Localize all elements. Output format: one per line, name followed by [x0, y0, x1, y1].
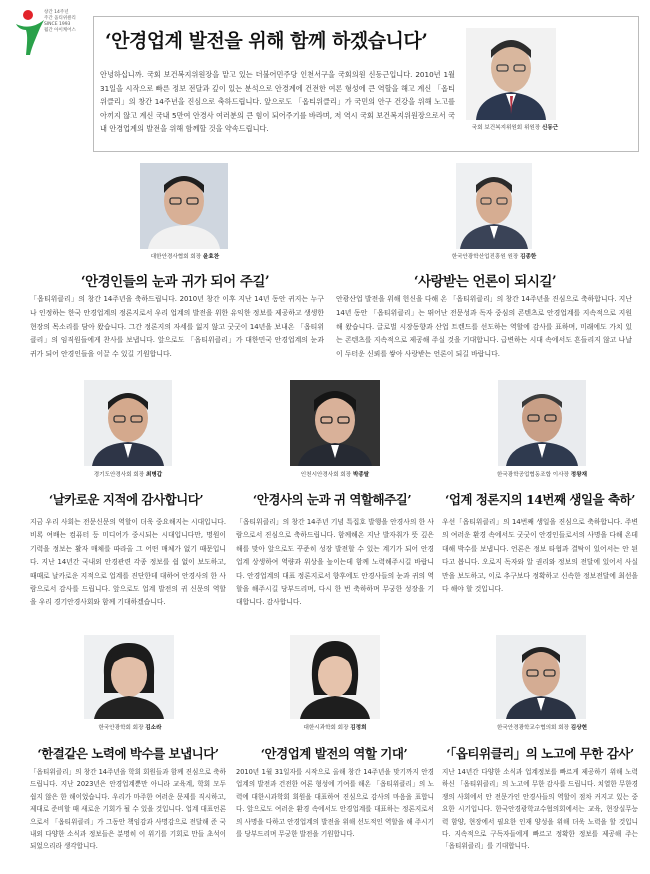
logo-line2: 주간 옵티위클리	[44, 16, 76, 21]
row4-caption-1: 한국안광학회 회장 김소라	[98, 725, 162, 731]
row3-caption-2: 인천시안경사회 회장 박종탈	[300, 472, 370, 478]
row4-body-3: 지난 14년간 다양한 소식과 업계정보를 빠르게 제공하기 위해 노력하신 「옵티위클리」의 노고에 무한 감사를 드립니다. 치열한 무한경쟁의 사회에서 안 전문가인 안경사들의 역할이 점차 커지고 있는 중요한 시기입니다. 한국안경광학교수협의회에서는 교육, 현장실무능력 함양, 현장에서 필요한 인재 양성을 위해 더욱 노력을 할 것입니다. 지속적으로 구독자들에게 빠르고 정확한 정보를 제공해 주는 「옵티위클리」를 기대합니다.	[442, 768, 638, 851]
portrait-photo	[84, 380, 172, 466]
top-caption: 국회 보건복지위원회 위원장 신동근	[471, 125, 559, 131]
row3-title-3: ‘업계 정론지의 14번째 생일을 축하’	[445, 492, 635, 507]
row3-title-2: ‘안경사의 눈과 귀 역할해주길’	[252, 492, 412, 507]
portrait-photo	[290, 635, 380, 719]
anniversary-logo	[14, 8, 84, 66]
row3-caption-3: 한국광학공업협동조합 이사장 정왕재	[496, 472, 588, 478]
row4-body-2: 2010년 1월 31일자를 시작으로 올해 창간 14주년을 맞기까지 안경업계의 발전과 건전한 여론 형성에 기여를 해온 「옵티위클리」의 노력에 대한시과학회 회원을 대표하여 진심으로 감사의 마음을 표합니다. 앞으로도 여러운 환경 속에서도 안경업계를 대표하는 정론지로서의 사명을 다하고 안경업계의 발전을 위해 선도적인 역할을 해 주시기를 당부드리며 무궁한 발전을 기원합니다.	[236, 768, 434, 839]
row2-title-1: ‘안경인들의 눈과 귀가 되어 주길’	[80, 274, 270, 290]
portrait-photo	[466, 28, 556, 120]
portrait-photo	[140, 163, 228, 249]
logo-mark-icon	[14, 8, 46, 56]
row3-body-3: 우선「옵티위클리」의 14번째 생일을 진심으로 축하합니다. 주변의 여러운 환경 속에서도 굿굿이 안경인들로서의 사명을 다해 온데 대해 박수를 보냅니다. 언론은 정보 타협과 결탁이 있어서는 안 된다고 봅니다. 오로지 독자와 알 권리와 정보의 전달에 있어서 사실만을 보도하고, 이로 추구보다 정확하고 신속한 정보전달에 최선을 다 해야 할 것입니다.	[442, 518, 638, 594]
row2-caption-1: 대한안경사협회 회장 윤효찬	[150, 254, 220, 260]
logo-line4: 월간 아이케어스	[44, 28, 76, 33]
portrait-photo	[498, 380, 586, 466]
row3-title-1: ‘날카로운 지적에 감사합니다’	[48, 492, 204, 507]
row4-title-3: ‘「옵티위클리」의 노고에 무한 감사’	[446, 746, 634, 761]
row2-caption-2: 한국안광학산업진흥원 원장 김종한	[451, 254, 537, 260]
row3-body-1: 지금 우리 사회는 전문신문의 역할이 더욱 중요해지는 시대입니다. 비록 여배는 컴퓨터 등 미디어가 중시되는 시대입니다만, 명원이 기력을 정보는 활자 매체를 따라올 그 어떤 매체가 없기 때문입니다. 지난 14년간 국내외 안경관련 각종 정보를 쉽 없이 보도하고, 때때로 날카로운 지적으로 업계를 진단한데 대하여 안경사의 한 사람으로서 감사를 드립니다. 앞으로도 업계 발전의 귀 신문의 역할을 우리 경기안경사회와 함께 기대하겠습니다.	[30, 518, 226, 607]
portrait-photo	[290, 380, 380, 466]
portrait-photo	[84, 635, 174, 719]
row4-caption-3: 한국안경광학교수협의회 회장 김상현	[496, 725, 588, 731]
top-message-body: 안녕하십니까. 국회 보건복지위원장을 맡고 있는 더불어민주당 인천서구을 국회의원 신동근입니다. 2010년 1월 31일을 시작으로 빠른 정보 전달과 깊이 있는 분석으로 안경계에 건전한 여론 형성에 큰 역할을 해고 계신 「옵티위클리」의 창간 14주년을 진심으로 축하드립니다. 앞으로도 「옵티위클리」가 국민의 안구 건강을 위해 노고를 아끼지 않고 계신 국내 5만여 안경사 여러분의 큰 힘이 되어주기를 바라며, 저 역시 국회 보건복지위원장으로서 국내 안경업계의 발전을 위해 함께할 것을 약속드립니다.	[100, 70, 455, 133]
row4-body-1: 「옵티위클리」의 창간 14주년을 학회 회원들과 함께 진심으로 축하드립니다. 지난 2023년은 안경업계뿐만 아니라 교육계, 학회 모두 쉽지 않은 한 해이었습니다. 우리가 마주한 여러운 문제를 직시하고, 제대로 준비할 때 새로운 기회가 될 수 있을 것입니다. 업계 대표언론으로서 「옵티위클리」가 그동안 책임감과 사명감으로 전달해 준 국내외 다양한 소식과 정보들은 분명히 이 위기를 기회로 만들 초석이 되었으리라 생각합니다.	[30, 768, 226, 851]
portrait-photo	[456, 163, 532, 249]
row2-body-2: 안광산업 발전을 위해 헌신을 다해 온 「옵티위클리」의 창간 14주년을 진심으로 축하합니다. 지난 14년 동안 「옵티위클리」는 뛰어난 전문성과 독자 중심의 콘텐츠로 안경업계를 지속적으로 지원해 왔습니다. 글로벌 시장동향과 산업 트렌드를 선도하는 역할에 감사를 표하며, 미래에도 가치 있는 콘텐츠를 지속적으로 제공해 주실 것을 기대합니다. 급변하는 시대 속에서도 흔들리지 않고 나날이 두터운 신뢰를 쌓아 사랑받는 언론이 되길 바랍니다.	[336, 295, 632, 359]
row3-caption-1: 경기도안경사회 회장 최병갑	[93, 472, 163, 478]
top-message-title: ‘안경업계 발전을 위해 함께 하겠습니다’	[105, 30, 428, 52]
row4-title-1: ‘한결같은 노력에 박수를 보냅니다’	[37, 746, 219, 761]
logo-line1: 창간 14주년	[44, 10, 69, 15]
row3-body-2: 「옵티위클리」의 창간 14주년 기념 특집호 발행을 안경사의 한 사람으로서 진심으로 축하드립니다. 함께해온 지난 발자취가 뜻 깊은 해를 맞아 앞으로도 꾸준히 성장 발전할 수 있는 계기가 되어 안경업계 상생하여 역량과 위상을 높이는데 함께 노력해주시길 바랍니다. 안경업계의 대표 정론지로서 향후에도 안경사들의 눈과 귀의 역할을 해주시길 당부드리며, 다시 한 번 축하하며 무궁한 성장을 기대합니다. 감사합니다.	[236, 518, 434, 607]
row2-body-1: 「옵티위클리」의 창간 14주년을 축하드립니다. 2010년 창간 이후 지난 14년 동안 귀지는 누구나 인정하는 한국 안경업계의 정론지로서 우리 업계의 발전을 위한 유익한 정보를 제공하고 생생한 현장의 목소리를 담아 왔습니다. 그간 정론지의 자세를 잃지 않고 굿굿이 14년을 보내온 「옵티위클리」의 임직원들에게 찬사를 보냅니다. 앞으로도 「옵티위클리」가 대한민국 안경업계의 눈과 귀가 되어 안경인들을 이끌 수 있길 기원합니다.	[30, 295, 324, 359]
logo-line3: SINCE 1993	[44, 22, 71, 27]
row4-title-2: ‘안경업계 발전의 역할 기대’	[260, 746, 408, 761]
portrait-photo	[496, 635, 586, 719]
row2-title-2: ‘사랑받는 언론이 되시길’	[413, 274, 557, 290]
row4-caption-2: 대한시과학회 회장 김정희	[303, 725, 367, 731]
